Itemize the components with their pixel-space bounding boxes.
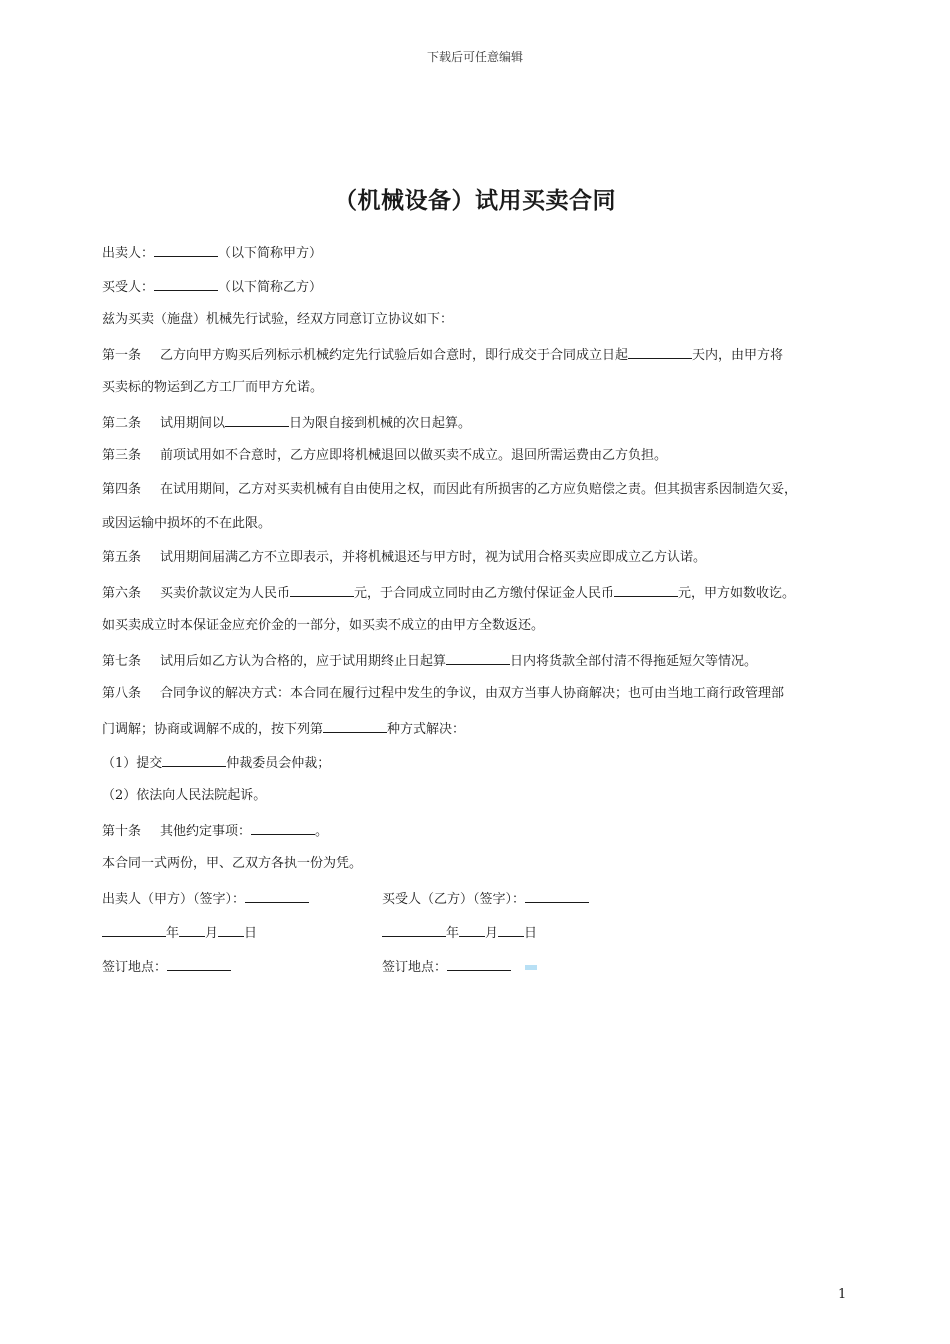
article-3 — [102, 446, 862, 466]
date-row — [102, 922, 862, 942]
copies-line: 本合同一式两份，甲、乙双方各执一份为凭。 — [102, 856, 363, 871]
buyer-place-label: 签订地点： — [382, 960, 448, 975]
article-1-text-1: 乙方向甲方购买后列标示机械约定先行试验后如合意时，即行成交于合同成立日起 — [160, 348, 629, 363]
seller-date — [102, 922, 257, 944]
seller-place-label: 签订地点： — [102, 960, 168, 975]
seller-sign-blank[interactable] — [245, 888, 309, 903]
buyer-day-label: 日 — [524, 926, 538, 941]
article-7-text-2: 日内将货款全部付清不得拖延短欠等情况。 — [510, 654, 758, 669]
buyer-month-label: 月 — [485, 926, 499, 941]
article-5-label: 第五条 — [102, 550, 142, 565]
article-2-text-1: 试用期间以 — [160, 416, 226, 431]
article-6-text-1: 买卖价款议定为人民币 — [160, 586, 291, 601]
article-1-label: 第一条 — [102, 348, 142, 363]
article-8 — [102, 684, 862, 704]
article-7 — [102, 650, 862, 670]
article-6-continuation: 如买卖成立时本保证金应充价金的一部分，如买卖不成立的由甲方全数返还。 — [102, 618, 545, 633]
seller-name-blank[interactable] — [154, 242, 218, 257]
seller-line — [102, 242, 862, 262]
option-1-text-1: （1）提交 — [102, 756, 163, 771]
highlight-mark — [525, 965, 537, 970]
seller-month-blank[interactable] — [179, 922, 205, 937]
seller-year-label: 年 — [166, 926, 180, 941]
article-4-text: 在试用期间，乙方对买卖机械有自由使用之权，而因此有所损害的乙方应负赔偿之责。但其损害系因制造欠妥， — [160, 482, 798, 497]
article-7-days-blank[interactable] — [446, 650, 510, 665]
article-8-option-2: （2）依法向人民法院起诉。 — [102, 788, 267, 803]
document-title: （机械设备）试用买卖合同 — [334, 188, 616, 214]
buyer-suffix: （以下简称乙方） — [218, 280, 323, 295]
buyer-name-blank[interactable] — [154, 276, 218, 291]
article-2 — [102, 412, 862, 432]
article-8-method-blank[interactable] — [323, 718, 387, 733]
article-4 — [102, 480, 862, 500]
buyer-place-blank[interactable] — [447, 956, 511, 971]
buyer-sign-label: 买受人（乙方）（签字）： — [382, 892, 526, 907]
article-6-price-blank[interactable] — [290, 582, 354, 597]
seller-day-blank[interactable] — [218, 922, 244, 937]
article-6-text-2: 元，于合同成立同时由乙方缴付保证金人民币 — [354, 586, 615, 601]
buyer-label: 买受人： — [102, 280, 155, 295]
option-1-text-2: 仲裁委员会仲裁； — [226, 756, 331, 771]
buyer-line — [102, 276, 862, 296]
buyer-day-blank[interactable] — [498, 922, 524, 937]
signature-row — [102, 888, 862, 908]
buyer-place — [382, 956, 537, 978]
buyer-year-label: 年 — [446, 926, 460, 941]
article-8-label: 第八条 — [102, 686, 142, 701]
article-3-label: 第三条 — [102, 448, 142, 463]
contract-body — [102, 242, 862, 990]
article-6-deposit-blank[interactable] — [614, 582, 678, 597]
seller-year-blank[interactable] — [102, 922, 166, 937]
place-row — [102, 956, 862, 976]
article-10-text-1: 其他约定事项： — [160, 824, 252, 839]
seller-place — [102, 956, 231, 978]
buyer-date — [382, 922, 537, 944]
article-8-cont-1: 门调解；协商或调解不成的，按下列第 — [102, 722, 324, 737]
article-6-label: 第六条 — [102, 586, 142, 601]
seller-suffix: （以下简称甲方） — [218, 246, 323, 261]
other-matters-blank[interactable] — [251, 820, 315, 835]
article-4-continuation: 或因运输中损坏的不在此限。 — [102, 516, 272, 531]
article-7-text-1: 试用后如乙方认为合格的，应于试用期终止日起算 — [160, 654, 447, 669]
article-5-text: 试用期间届满乙方不立即表示，并将机械退还与甲方时，视为试用合格买卖应即成立乙方认诺。 — [160, 550, 707, 565]
seller-month-label: 月 — [205, 926, 219, 941]
article-7-label: 第七条 — [102, 654, 142, 669]
article-2-label: 第二条 — [102, 416, 142, 431]
seller-signature — [102, 888, 309, 910]
seller-place-blank[interactable] — [167, 956, 231, 971]
buyer-sign-blank[interactable] — [525, 888, 589, 903]
article-10 — [102, 820, 862, 840]
intro-line: 兹为买卖（施盘）机械先行试验，经双方同意订立协议如下： — [102, 312, 454, 327]
article-6-text-3: 元，甲方如数收讫。 — [678, 586, 796, 601]
article-1-text-2: 天内，由甲方将 — [692, 348, 784, 363]
article-10-label: 第十条 — [102, 824, 142, 839]
buyer-year-blank[interactable] — [382, 922, 446, 937]
article-10-text-2: 。 — [315, 824, 329, 839]
article-5 — [102, 548, 862, 568]
article-4-label: 第四条 — [102, 482, 142, 497]
article-2-days-blank[interactable] — [225, 412, 289, 427]
article-8-continuation — [102, 718, 862, 738]
header-note: 下载后可任意编辑 — [426, 50, 523, 64]
article-8-text: 合同争议的解决方式：本合同在履行过程中发生的争议，由双方当事人协商解决；也可由当地工商行政管理部 — [160, 686, 785, 701]
article-8-option-1 — [102, 752, 862, 772]
article-6 — [102, 582, 862, 602]
article-2-text-2: 日为限自接到机械的次日起算。 — [289, 416, 472, 431]
arbitration-committee-blank[interactable] — [162, 752, 226, 767]
buyer-signature — [382, 888, 589, 910]
article-1-days-blank[interactable] — [628, 344, 692, 359]
article-8-cont-2: 种方式解决： — [387, 722, 466, 737]
seller-sign-label: 出卖人（甲方）（签字）： — [102, 892, 246, 907]
article-1-continuation: 买卖标的物运到乙方工厂而甲方允诺。 — [102, 380, 324, 395]
seller-day-label: 日 — [244, 926, 258, 941]
page-number: 1 — [838, 1287, 847, 1302]
article-3-text: 前项试用如不合意时，乙方应即将机械退回以做买卖不成立。退回所需运费由乙方负担。 — [160, 448, 668, 463]
buyer-month-blank[interactable] — [459, 922, 485, 937]
article-1 — [102, 344, 862, 364]
seller-label: 出卖人： — [102, 246, 155, 261]
